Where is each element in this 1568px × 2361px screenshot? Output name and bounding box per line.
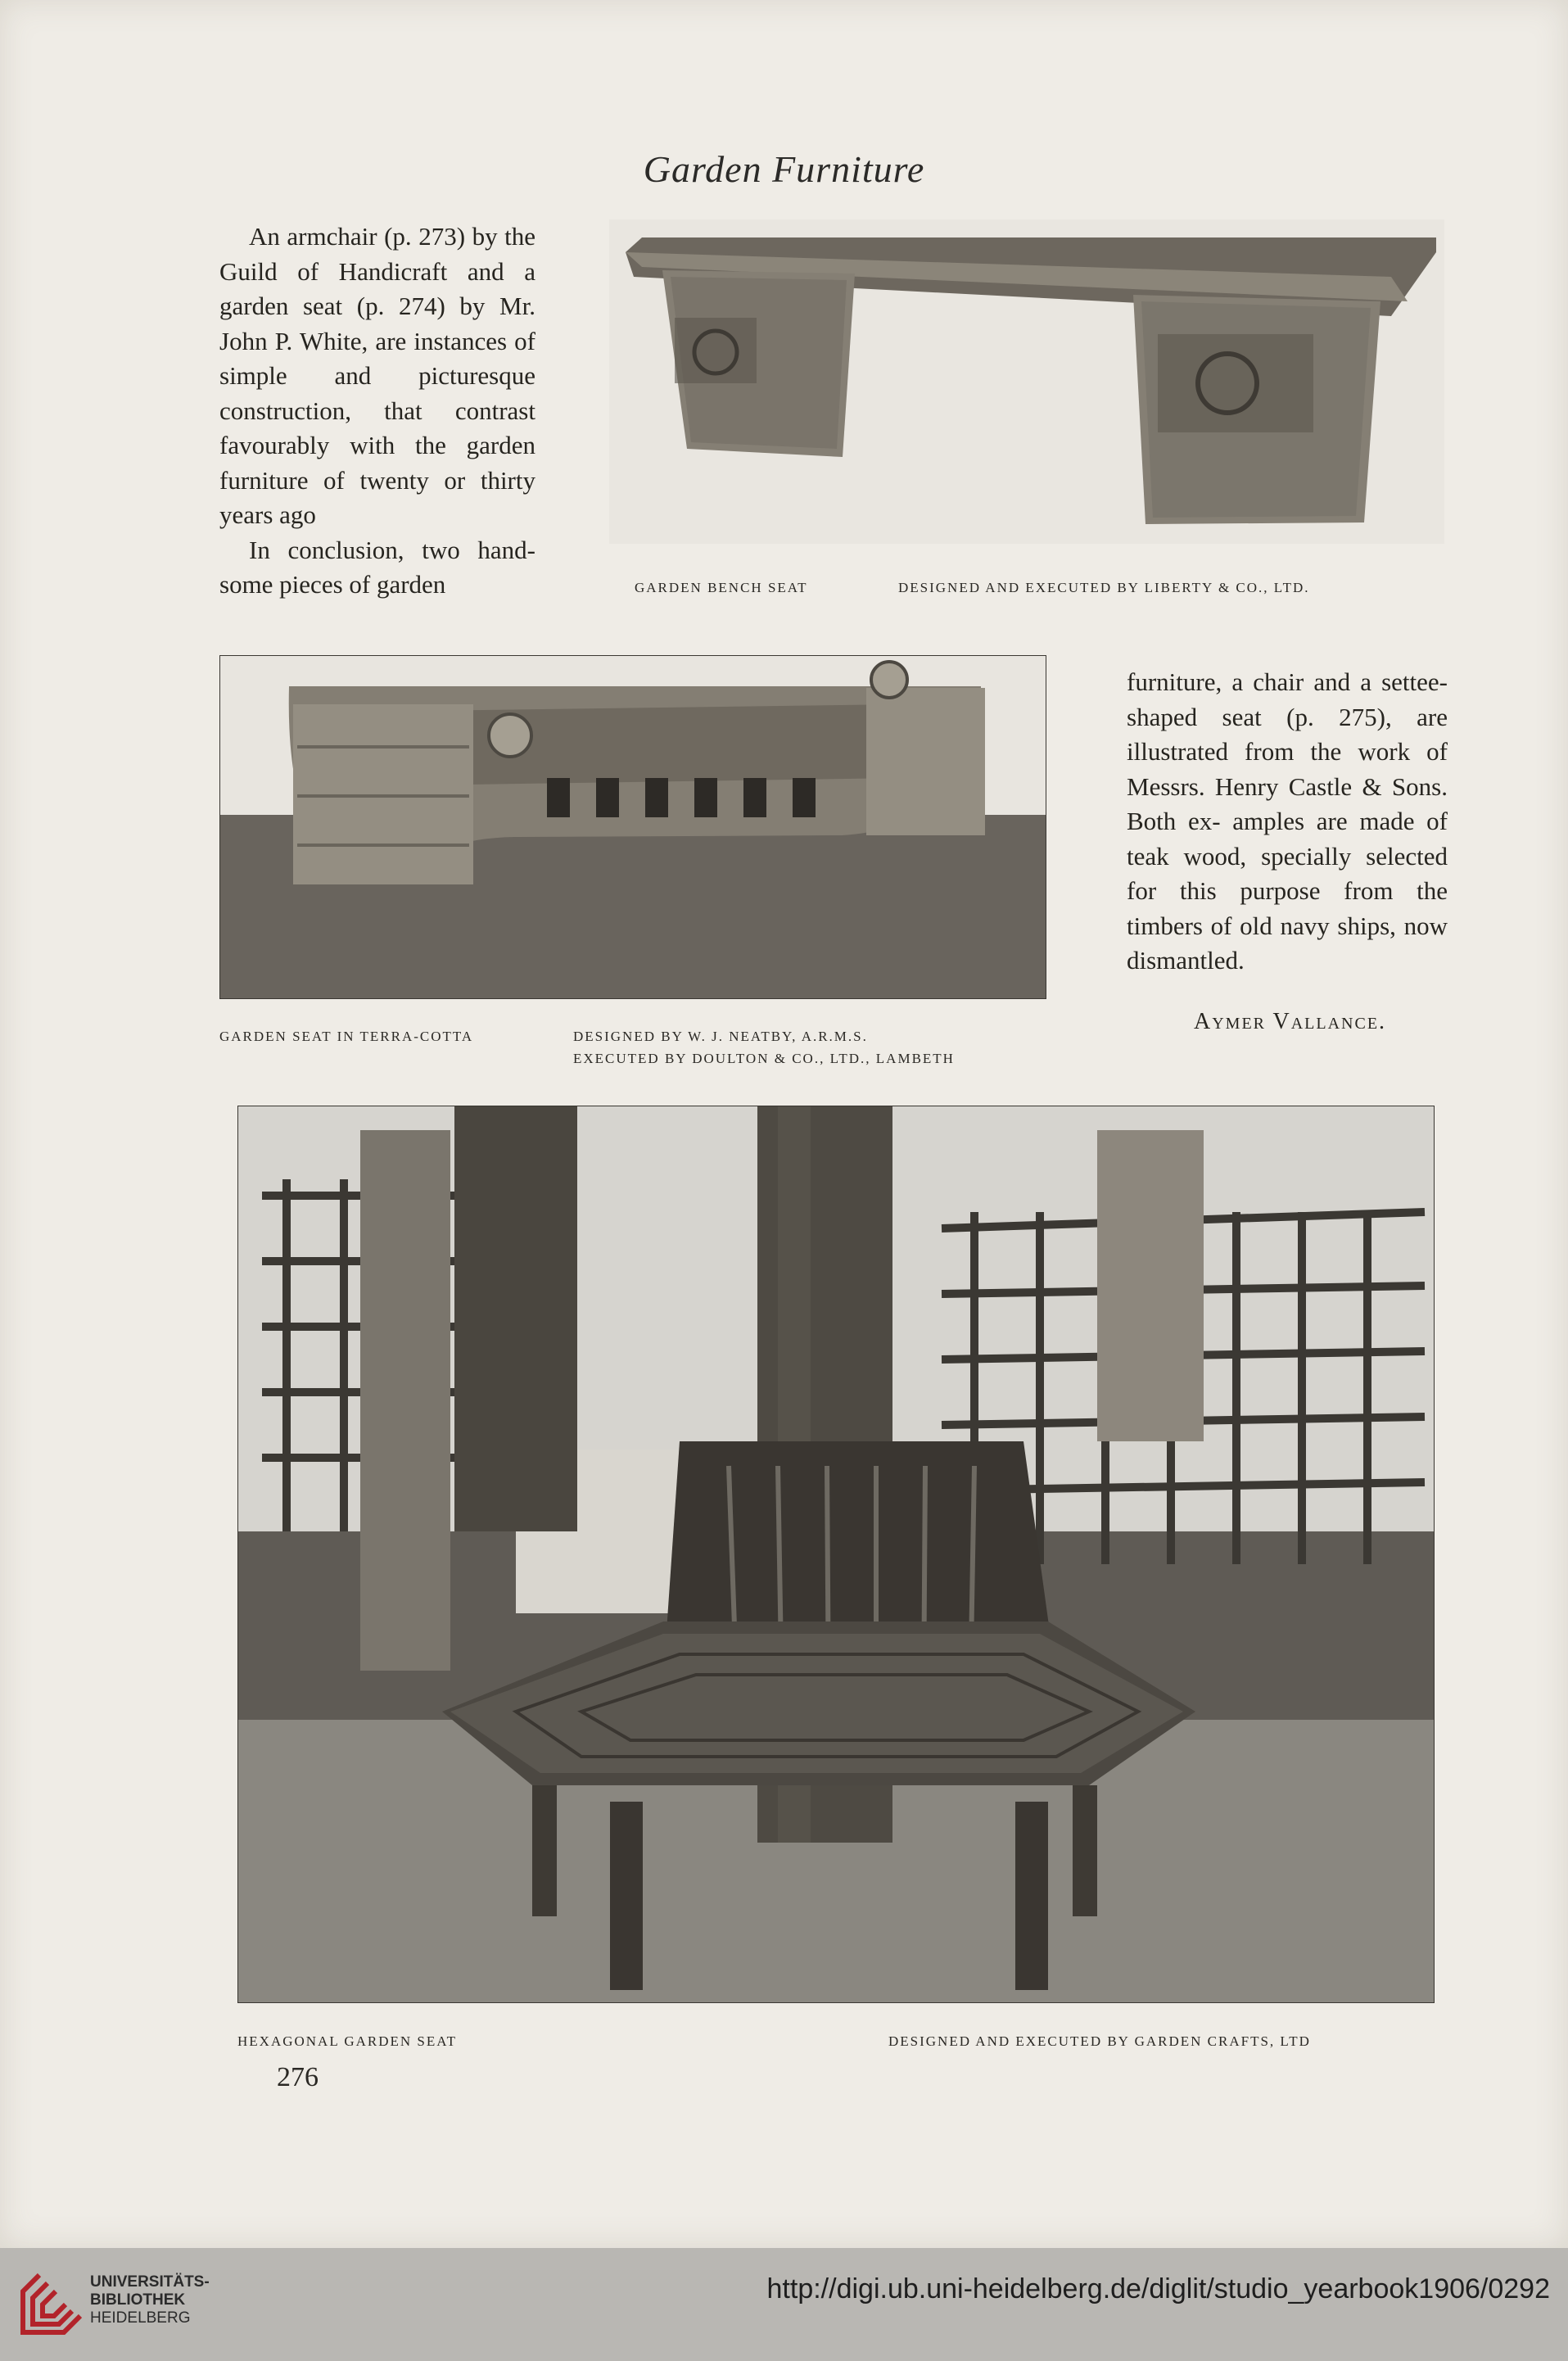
source-url-link[interactable]: http://digi.ub.uni-heidelberg.de/diglit/studio_yearbook1906/0292 [766,2273,1550,2304]
library-name-line2: BIBLIOTHEK [90,2291,186,2309]
author-signature: Aymer Vallance. [1194,1009,1387,1034]
library-name-line3: HEIDELBERG [90,2309,191,2327]
caption-terracotta-right-1: DESIGNED BY W. J. NEATBY, A.R.M.S. [573,1029,868,1044]
caption-hexagonal-left: HEXAGONAL GARDEN SEAT [237,2033,458,2049]
photo-garden-bench [609,219,1444,544]
caption-bench-right: DESIGNED AND EXECUTED BY LIBERTY & CO., LTD. [898,580,1310,595]
running-title: Garden Furniture [643,148,925,190]
photo-hexagonal-seat [237,1106,1435,2003]
paragraph: An armchair (p. 273) by the Guild of Handicraft and a garden seat (p. 274) by Mr. John P. White, are instances of simple and picturesque construction, that contrast favourably with the garden furniture of twenty or thirty years ago [219,222,535,529]
library-name [90,2273,210,2327]
paragraph: furniture, a chair and a settee-shaped seat (p. 275), are illustrated from the work of Messrs. Henry Castle & Sons. Both ex- amples are made of teak wood, specially selected for this purpose from the timbers of old navy ships, now dismantled. [1127,667,1448,975]
caption-terracotta-left: GARDEN SEAT IN TERRA-COTTA [219,1029,474,1044]
paragraph: In conclusion, two hand- some pieces of garden [219,535,535,599]
caption-hexagonal-right: DESIGNED AND EXECUTED BY GARDEN CRAFTS, LTD [888,2033,1311,2049]
body-text-left [219,219,535,603]
library-logo-icon [15,2267,88,2341]
library-name-line1: UNIVERSITÄTS- [90,2273,210,2291]
caption-terracotta-right-2: EXECUTED BY DOULTON & CO., LTD., LAMBETH [573,1051,955,1066]
body-text-right [1127,665,1448,979]
photo-terracotta-seat [219,655,1046,999]
caption-bench-left: GARDEN BENCH SEAT [635,580,808,595]
page-number: 276 [277,2062,319,2092]
